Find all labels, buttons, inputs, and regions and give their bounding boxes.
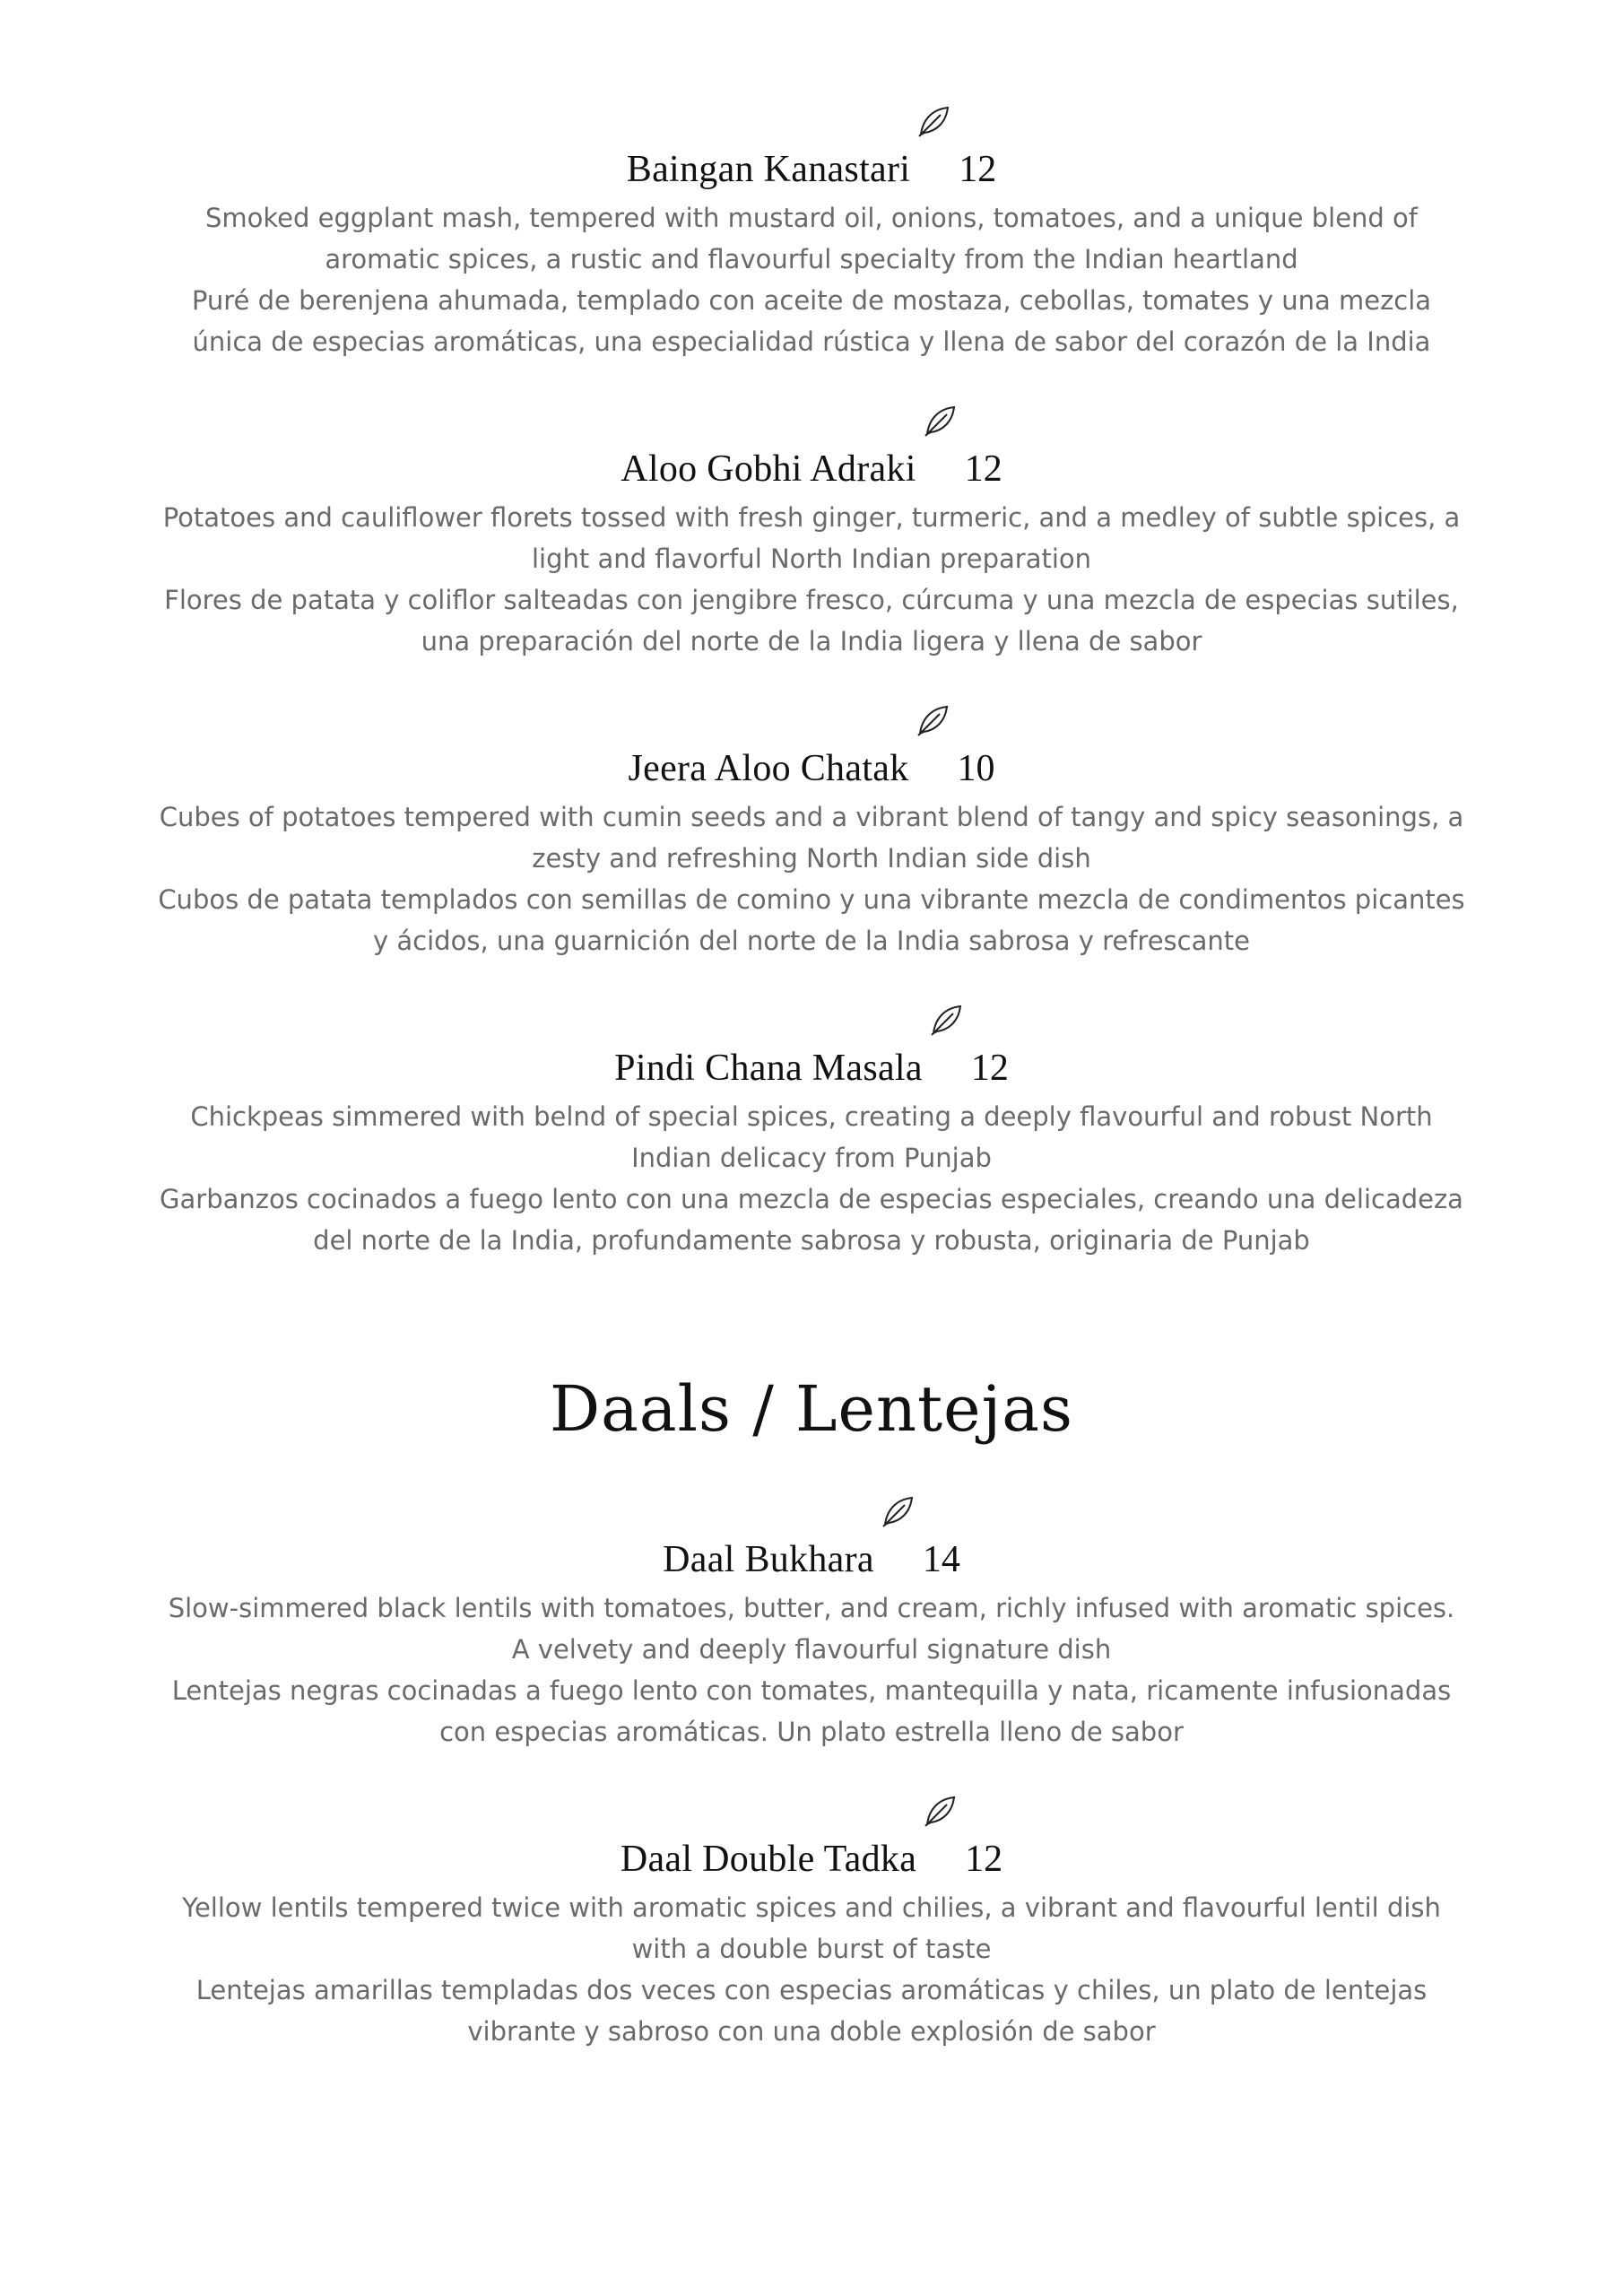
item-price: 12: [959, 149, 997, 190]
menu-item-aloo-gobhi-adraki: [0, 434, 1623, 662]
item-description: [157, 497, 1466, 662]
leaf-icon: [924, 1794, 958, 1828]
description-spanish: Puré de berenjena ahumada, templado con aceite de mostaza, cebollas, tomates y una mezcla única de especias aromáticas, una especialidad rústica y llena de sabor del corazón de la India: [191, 285, 1432, 357]
item-header: [0, 1525, 1623, 1578]
item-header: [0, 434, 1623, 488]
item-price: 12: [970, 1048, 1009, 1089]
leaf-icon: [917, 104, 951, 138]
item-description: [157, 1587, 1466, 1752]
description-english: Chickpeas simmered with belnd of special spices, creating a deeply flavourful and robust North Indian delicacy from Punjab: [190, 1101, 1433, 1173]
description-spanish: Flores de patata y coliflor salteadas con jengibre fresco, cúrcuma y una mezcla de especias sutiles, una preparación del norte de la India ligera y llena de sabor: [164, 585, 1459, 657]
leaf-icon: [924, 404, 958, 438]
description-english: Slow-simmered black lentils with tomatoes, butter, and cream, richly infused with aromatic spices. A velvety and deeply flavourful signature dish: [168, 1593, 1455, 1665]
item-price: 12: [964, 448, 1002, 490]
leaf-icon: [916, 703, 950, 737]
item-description: [157, 197, 1466, 362]
item-name: Daal Bukhara: [663, 1539, 874, 1580]
description-english: Cubes of potatoes tempered with cumin seeds and a vibrant blend of tangy and spicy seasonings, a zesty and refreshing North Indian side dish: [159, 802, 1464, 874]
item-description: [157, 1096, 1466, 1261]
item-price: 14: [922, 1539, 960, 1580]
item-description: [157, 796, 1466, 961]
description-english: Smoked eggplant mash, tempered with mustard oil, onions, tomatoes, and a unique blend of aromatic spices, a rustic and flavourful specialty from the Indian heartland: [204, 203, 1419, 274]
item-price: 10: [957, 748, 995, 789]
item-price: 12: [965, 1839, 1003, 1880]
item-name: Jeera Aloo Chatak: [628, 748, 909, 789]
item-description: [157, 1887, 1466, 2052]
description-spanish: Cubos de patata templados con semillas de comino y una vibrante mezcla de condimentos picantes y ácidos, una guarnición del norte de la India sabrosa y refrescante: [158, 884, 1465, 956]
menu-item-daal-double-tadka: [0, 1824, 1623, 2052]
leaf-icon: [881, 1494, 916, 1528]
description-spanish: Lentejas amarillas templadas dos veces con especias aromáticas y chiles, un plato de lentejas vibrante y sabroso con una doble explosión de sabor: [195, 1975, 1428, 2047]
description-english: Yellow lentils tempered twice with aromatic spices and chilies, a vibrant and flavourful lentil dish with a double burst of taste: [182, 1892, 1441, 1964]
description-spanish: Garbanzos cocinados a fuego lento con una mezcla de especias especiales, creando una delicadeza del norte de la India, profundamente sabrosa y robusta, originaria de Punjab: [160, 1184, 1463, 1256]
menu-item-baingan-kanastari: [0, 135, 1623, 362]
section-title: Daals / Lentejas: [550, 1372, 1073, 1446]
menu-item-jeera-aloo-chatak: [0, 734, 1623, 961]
item-header: [0, 734, 1623, 787]
leaf-icon: [930, 1003, 964, 1037]
item-header: [0, 1824, 1623, 1878]
menu-item-daal-bukhara: [0, 1525, 1623, 1752]
item-header: [0, 135, 1623, 188]
item-header: [0, 1033, 1623, 1087]
item-name: Pindi Chana Masala: [614, 1048, 923, 1089]
description-spanish: Lentejas negras cocinadas a fuego lento con tomates, mantequilla y nata, ricamente infusionadas con especias aromáticas. Un plato estrella lleno de sabor: [171, 1675, 1452, 1747]
item-name: Aloo Gobhi Adraki: [621, 448, 916, 490]
description-english: Potatoes and cauliflower florets tossed with fresh ginger, turmeric, and a medley of subtle spices, a light and flavorful North Indian preparation: [162, 502, 1461, 574]
item-name: Daal Double Tadka: [620, 1839, 917, 1880]
menu-item-pindi-chana-masala: [0, 1033, 1623, 1261]
item-name: Baingan Kanastari: [626, 149, 911, 190]
